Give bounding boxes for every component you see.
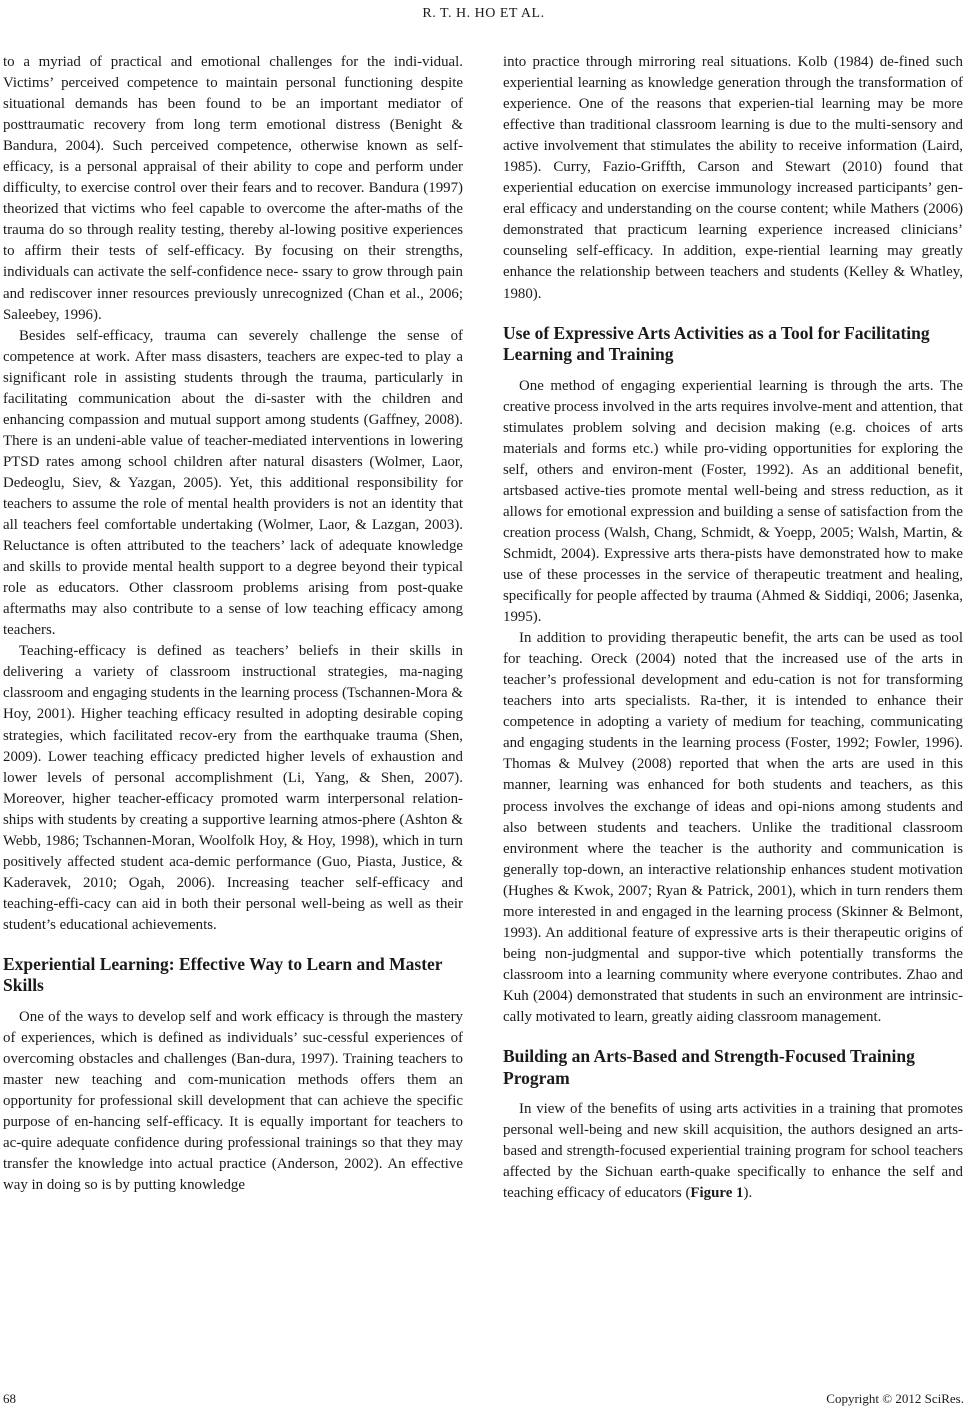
paragraph-text-end: ). bbox=[743, 1185, 753, 1202]
paragraph: to a myriad of practical and emotional challenges for the indi-vidual. Victims’ perceived competence to maintain personal functioning despite situational demands has been found to be an important mediator of posttraumatic recovery from long term emotional distress (Benight & Bandura, 2004). Such perceived competence, otherwise known as self-efficacy, is a personal appraisal of their ability to cope and perform under difficulty, to exercise control over their fears and to recover. Bandura (1997) theorized that victims who feel capable to overcome the after-maths of the trauma do so through reality testing, thereby al-lowing positive experiences to affirm their tests of self-efficacy. By focusing on their strengths, individuals can activate the self-confidence nece- ssary to grow through pain and rediscover inner resources previously unrecognized (Chan et al., 2006; Saleebey, 1996). bbox=[3, 54, 463, 323]
paragraph-text: In view of the benefits of using arts activities in a training that promotes personal well-being and new skill acquisition, the authors designed an arts-based and strength-focused experiential training program for school teachers affected by the Sichuan earth-quake specifically to enhance the self and teaching efficacy of educators ( bbox=[503, 1101, 963, 1202]
paragraph bbox=[503, 1099, 963, 1204]
paragraph: Besides self-efficacy, trauma can severely challenge the sense of competence at work. After mass disasters, teachers are expec-ted to play a significant role in assisting students through the trauma, particularly in facilitating communication about the di-saster with the children and enhancing compassion and mutual support among students (Gaffney, 2008). There is an undeni-able value of teacher-mediated interventions in lowering PTSD rates among school children after natural disasters (Wolmer, Laor, Dedeoglu, Siev, & Yazgan, 2005). Yet, this additional responsibility for teachers to assume the role of mental health providers is not an identity that all teachers feel comfortable undertaking (Wolmer, Laor, & Lazgan, 2003). Reluctance is often attributed to the teachers’ lack of adequate knowledge and skills to provide mental health support to a degree beyond their typical role as educators. Other classroom problems arising from post-quake aftermaths may also contribute to a sense of low teaching efficacy among teachers. bbox=[3, 327, 463, 639]
section-heading: Use of Expressive Arts Activities as a Tool for Facilitating Learning and Training bbox=[503, 322, 930, 365]
paragraph: into practice through mirroring real situations. Kolb (1984) de-fined such experiential learning as knowledge generation through the transformation of experience. One of the reasons that experien-tial learning may be more effective than traditional classroom learning is due to the multi-sensory and active involvement that stimulates the ability to receive information (Laird, 1985). Curry, Fazio-Griffth, Carson and Stewart (2010) found that experiential education on exercise immunology increased participants’ gen-eral efficacy and understanding on the course content; while Mathers (2006) demonstrated that practicum learning experience increased clinicians’ counseling self-efficacy. In addition, expe-riential learning may greatly enhance the relationship between teachers and students (Kelley & Whatley, 1980). bbox=[503, 54, 963, 302]
left-column bbox=[3, 52, 463, 1196]
paragraph: Teaching-efficacy is defined as teachers’ beliefs in their skills in delivering a variety of classroom instructional strategies, ma-naging classroom and engaging students in the learning process (Tschannen-Mora & Hoy, 2001). Higher teaching efficacy resulted in adopting desirable coping strategies, which facilitated recov-ery from the earthquake trauma (Shen, 2009). Lower teaching efficacy predicted higher levels of exhaustion and lower levels of personal accomplishment (Li, Yang, & Shen, 2007). Moreover, higher teacher-efficacy promoted warm interpersonal relation-ships with students by creating a supportive learning atmos-phere (Ashton & Webb, 1986; Tschannen-Moran, Woolfolk Hoy, & Hoy, 1998), which in turn positively affected student aca-demic performance (Guo, Piasta, Justice, & Kaderavek, 2010; Ogah, 2006). Increasing teacher self-efficacy and teaching-effi-cacy can aid in both their personal well-being as well as their student’s educational achievements. bbox=[3, 643, 463, 933]
section-heading: Experiential Learning: Effective Way to Learn and Master Skills bbox=[3, 953, 443, 996]
figure-reference-link[interactable]: Figure 1 bbox=[690, 1185, 744, 1202]
paragraph: One of the ways to develop self and work efficacy is through the mastery of experiences, which is defined as individuals’ suc-cessful experiences of overcoming obstacles and challenges (Ban-dura, 1997). Training teachers to master new teaching and com-munication methods offers them an opportunity for professional skill development that can achieve the specific purpose of en-hancing self-efficacy. It is equally important for teachers to ac-quire adequate confidence during professional trainings so that they may transfer the knowledge into actual practice (Anderson, 2002). An effective way in doing so is by putting knowledge bbox=[3, 1008, 463, 1194]
paragraph: In addition to providing therapeutic benefit, the arts can be used as tool for teaching. Oreck (2004) noted that the increased use of the arts in teacher’s professional development and edu-cation is not for transforming teachers into arts specialists. Ra-ther, it is intended to enhance their competence in adopting a variety of medium for teaching, communicating and engaging students in the learning process (Foster, 1992; Fowler, 1996). Thomas & Mulvey (2008) reported that when the arts are used in this manner, learning was enhanced for both students and teachers, as this process involves the exchange of ideas and opi-nions among students and also between students and teachers. Unlike the traditional classroom environment where the teacher is the authority and communication is generally top-down, an interactive relationship enhances student motivation (Hughes & Kwok, 2007; Ryan & Patrick, 2001), which in turn renders them more interested in and engaged in the learning process (Skinner & Belmont, 1993). An additional feature of expressive arts is their therapeutic origins of being non-judgmental and suppor-tive which potentially transforms the classroom into a learning community where everyone contributes. Zhao and Kuh (2004) demonstrated that students in such an environment are intrinsic-cally motivated to learn, greatly aiding classroom management. bbox=[503, 630, 963, 1025]
page-number: 68 bbox=[3, 1391, 16, 1406]
paragraph: One method of engaging experiential learning is through the arts. The creative process involved in the arts requires involve-ment and attention, that stimulates problem solving and decision making (e.g. choices of arts materials and forms etc.) while pro-viding opportunities for exploring the self, others and environ-ment (Foster, 1992). As an additional benefit, artsbased active-ties promote mental well-being and stress reduction, as it allows for emotional expression and building a sense of satisfaction from the creation process (Walsh, Chang, Schmidt, & Yoepp, 2005; Walsh, Martin, & Schmidt, 2004). Expressive arts thera-pists have demonstrated how to make use of these processes in the service of therapeutic treatment and healing, specifically for people affected by trauma (Ahmed & Siddiqi, 2006; Jasenka, 1995). bbox=[503, 377, 963, 626]
section-heading: Building an Arts-Based and Strength-Focused Training Program bbox=[503, 1046, 915, 1088]
running-header: R. T. H. HO ET AL. bbox=[422, 6, 545, 21]
copyright-notice: Copyright © 2012 SciRes. bbox=[826, 1391, 964, 1406]
right-column bbox=[503, 52, 963, 1204]
